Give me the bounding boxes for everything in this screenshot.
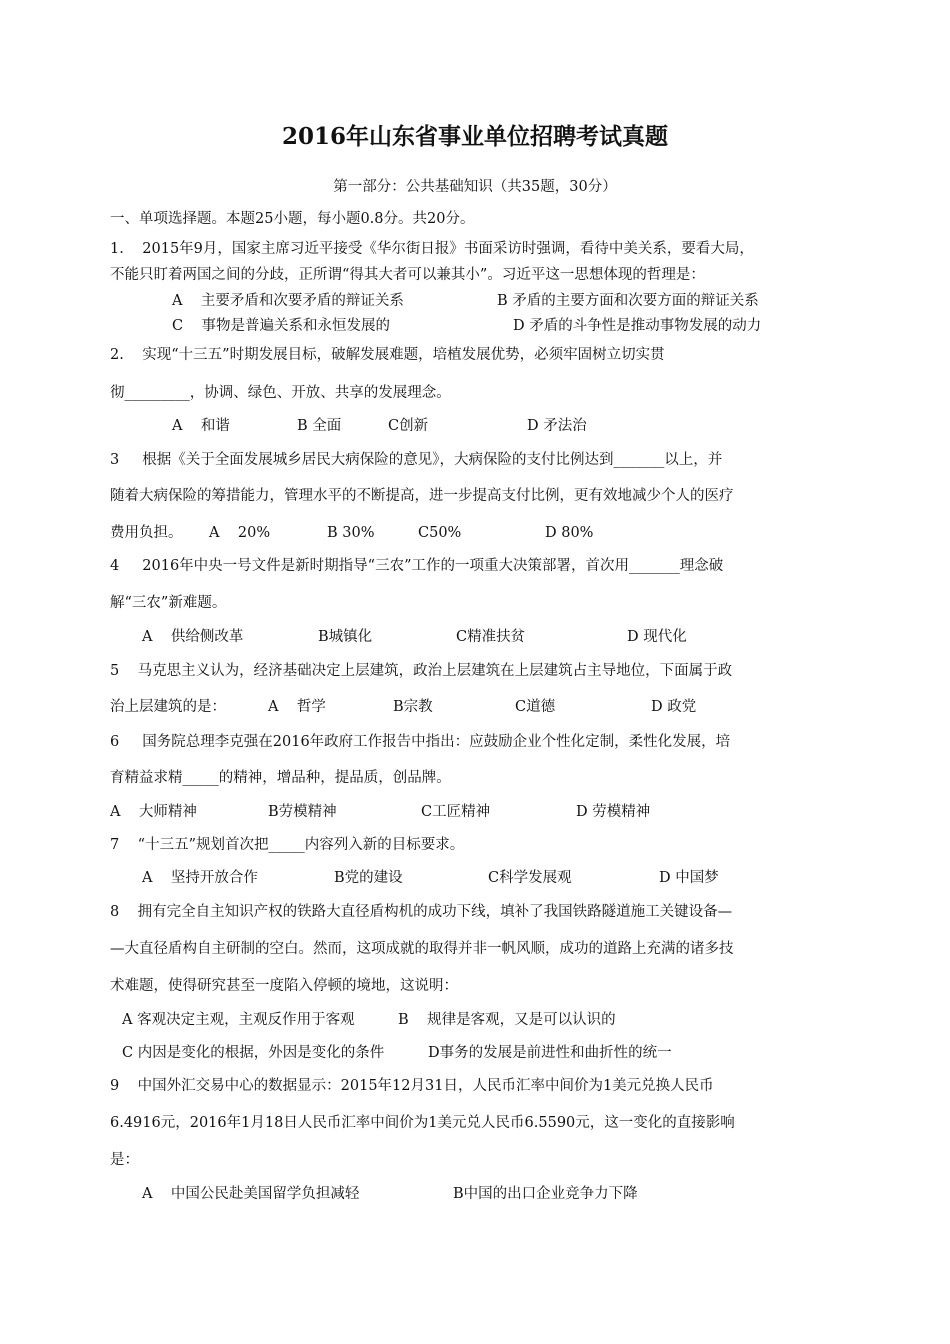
q9-line-1: 9 中国外汇交易中心的数据显示：2015年12月31日，人民币汇率中间价为1美元兑换人民币 [110, 1078, 714, 1094]
q5-line-1: 5 马克思主义认为，经济基础决定上层建筑，政治上层建筑在上层建筑占主导地位，下面属于政 [110, 663, 733, 679]
q8-line-1: 8 拥有完全自主知识产权的铁路大直径盾构机的成功下线，填补了我国铁路隧道施工关键设备— [110, 904, 733, 920]
q8-option-b: B 规律是客观，又是可以认识的 [398, 1012, 616, 1028]
q6-option-d: D 劳模精神 [576, 804, 651, 820]
q1-option-b: B 矛盾的主要方面和次要方面的辩证关系 [497, 293, 759, 309]
q3-line-3: 费用负担。 [110, 525, 183, 541]
q3-line-1: 3 根据《关于全面发展城乡居民大病保险的意见》，大病保险的支付比例达到_______以上，并 [110, 452, 723, 468]
q8-line-2: —大直径盾构自主研制的空白。然而，这项成就的取得并非一帆风顺，成功的道路上充满的诸多技 [110, 941, 734, 957]
q9-option-b: B中国的出口企业竞争力下降 [453, 1186, 638, 1202]
q4-option-a: A 供给侧改革 [142, 629, 244, 645]
section-heading: 一、单项选择题。本题25小题，每小题0.8分。共20分。 [110, 211, 475, 227]
q3-option-a: A 20% [209, 525, 271, 541]
q2-option-b: B 全面 [297, 418, 342, 434]
q2-option-c: C创新 [388, 418, 429, 434]
q6-option-a: A 大师精神 [110, 804, 197, 820]
q7-line-1: 7 “十三五”规划首次把_____内容列入新的目标要求。 [110, 837, 465, 853]
q7-option-d: D 中国梦 [659, 870, 719, 886]
q2-option-a: A 和谐 [172, 418, 230, 434]
q9-option-a: A 中国公民赴美国留学负担减轻 [142, 1186, 360, 1202]
q8-option-a: A 客观决定主观，主观反作用于客观 [122, 1012, 355, 1028]
q2-line-1: 2. 实现“十三五”时期发展目标，破解发展难题，培植发展优势，必须牢固树立切实贯 [110, 347, 665, 363]
document-title: 2016年山东省事业单位招聘考试真题 [281, 123, 668, 150]
q1-line-1: 1. 2015年9月，国家主席习近平接受《华尔街日报》书面采访时强调，看待中美关系，要看大局， [110, 241, 754, 257]
q7-option-b: B党的建设 [334, 870, 403, 886]
q5-line-2: 治上层建筑的是： [110, 699, 226, 715]
q5-option-d: D 政党 [651, 699, 697, 715]
q2-line-2: 彻_________，协调、绿色、开放、共享的发展理念。 [110, 385, 451, 401]
q4-option-d: D 现代化 [627, 629, 687, 645]
q9-line-2: 6.4916元，2016年1月18日人民币汇率中间价为1美元兑人民币6.5590元，这一变化的直接影响 [110, 1115, 735, 1131]
q7-option-a: A 坚持开放合作 [142, 870, 258, 886]
q1-option-d: D 矛盾的斗争性是推动事物发展的动力 [513, 318, 762, 334]
q4-option-c: C精准扶贫 [456, 629, 526, 645]
q4-line-2: 解“三农”新难题。 [110, 595, 227, 611]
q6-line-1: 6 国务院总理李克强在2016年政府工作报告中指出：应鼓励企业个性化定制，柔性化发展，培 [110, 734, 731, 750]
q3-line-2: 随着大病保险的筹措能力，管理水平的不断提高，进一步提高支付比例，更有效地减少个人的医疗 [110, 488, 734, 504]
q9-line-3: 是： [110, 1152, 139, 1168]
q5-option-a: A 哲学 [268, 699, 326, 715]
q4-option-b: B城镇化 [318, 629, 373, 645]
q3-option-d: D 80% [545, 525, 594, 541]
q6-option-b: B劳模精神 [268, 804, 337, 820]
q3-option-b: B 30% [327, 525, 375, 541]
q1-option-a: A 主要矛盾和次要矛盾的辩证关系 [172, 293, 404, 309]
q8-line-3: 术难题，使得研究甚至一度陷入停顿的境地，这说明： [110, 978, 458, 994]
q1-line-2: 不能只盯着两国之间的分歧，正所谓“得其大者可以兼其小”。习近平这一思想体现的哲理是： [110, 267, 705, 283]
q7-option-c: C科学发展观 [488, 870, 572, 886]
q8-option-c: C 内因是变化的根据，外因是变化的条件 [122, 1045, 385, 1061]
part-heading: 第一部分：公共基础知识（共35题，30分） [333, 179, 617, 195]
q1-option-c: C 事物是普遍关系和永恒发展的 [172, 318, 391, 334]
q8-option-d: D事务的发展是前进性和曲折性的统一 [428, 1045, 672, 1061]
q5-option-c: C道德 [515, 699, 556, 715]
q2-option-d: D 矛法治 [527, 418, 587, 434]
q6-option-c: C工匠精神 [421, 804, 491, 820]
q5-option-b: B宗教 [393, 699, 433, 715]
q6-line-2: 育精益求精_____的精神，增品种，提品质，创品牌。 [110, 770, 451, 786]
q3-option-c: C50% [418, 525, 462, 541]
q4-line-1: 4 2016年中央一号文件是新时期指导“三农”工作的一项重大决策部署，首次用_______理念破 [110, 558, 724, 574]
